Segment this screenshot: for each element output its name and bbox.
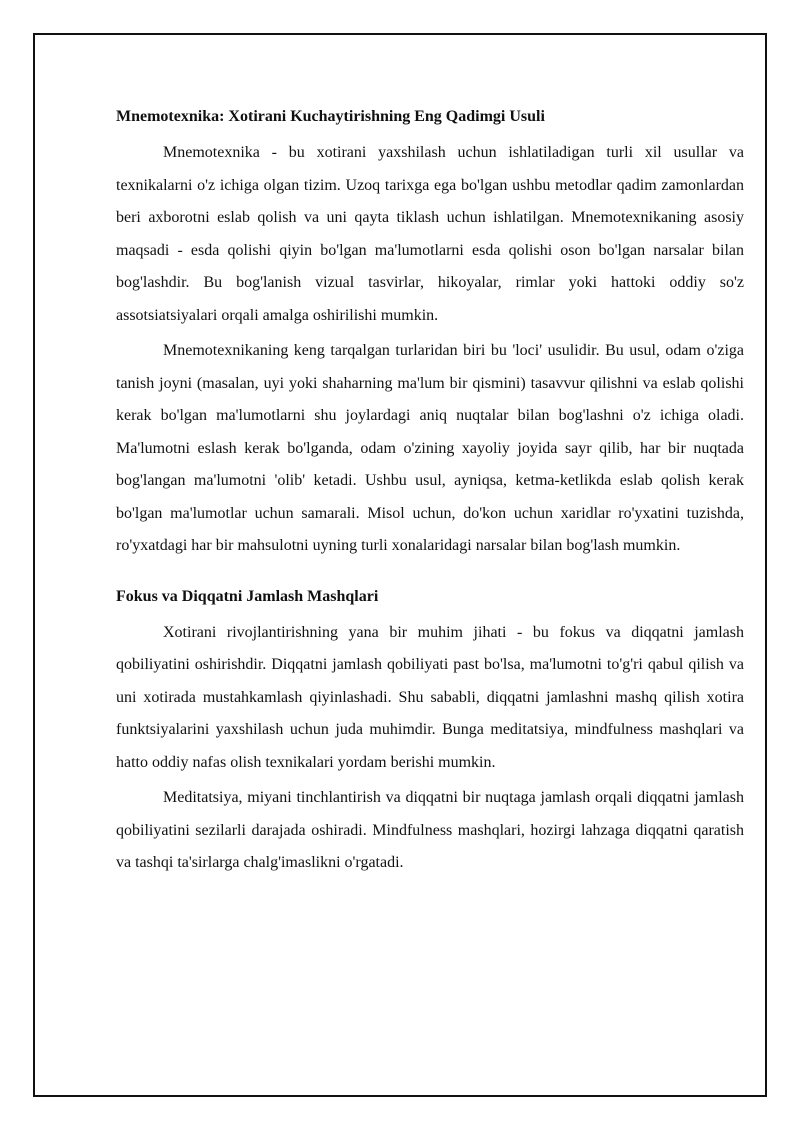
- page-frame: [33, 33, 767, 1097]
- section-heading-fokus: Fokus va Diqqatni Jamlash Mashqlari: [116, 587, 379, 605]
- document-body: [116, 101, 744, 883]
- paragraph: Mnemotexnikaning keng tarqalgan turlaridan biri bu 'loci' usulidir. Bu usul, odam o'ziga tanish joyni (masalan, uyi yoki shaharning ma'lum bir qismini) tasavvur qilishni va eslab qolishi kerak bo'lgan ma'lumotlarni shu joylardagi aniq nuqtalar bilan bog'lashni o'z ichiga oladi. Ma'lumotni eslash kerak bo'lganda, odam o'zining xayoliy joyida sayr qilib, har bir nuqtada bog'langan ma'lumotni 'olib' ketadi. Ushbu usul, ayniqsa, ketma-ketlikda eslab qolish kerak bo'lgan ma'lumotlar uchun samarali. Misol uchun, do'kon uchun xaridlar ro'yxatini tuzishda, ro'yxatdagi har bir mahsulotni uyning turli xonalaridagi narsalar bilan bog'lash mumkin.: [116, 342, 744, 554]
- paragraph: Mnemotexnika - bu xotirani yaxshilash uchun ishlatiladigan turli xil usullar va texnikalarni o'z ichiga olgan tizim. Uzoq tarixga ega bo'lgan ushbu metodlar qadim zamonlardan beri axborotni eslab qolish va uni qayta tiklash uchun ishlatilgan. Mnemotexnikaning asosiy maqsadi - esda qolishi qiyin bo'lgan ma'lumotlarni esda qolishi oson bo'lgan narsalar bilan bog'lashdir. Bu bog'lanish vizual tasvirlar, hikoyalar, rimlar yoki hattoki oddiy so'z assotsiatsiyalari orqali amalga oshirilishi mumkin.: [116, 144, 744, 324]
- paragraph: Meditatsiya, miyani tinchlantirish va diqqatni bir nuqtaga jamlash orqali diqqatni jamlash qobiliyatini sezilarli darajada oshiradi. Mindfulness mashqlari, hozirgi lahzaga diqqatni qaratish va tashqi ta'sirlarga chalg'imaslikni o'rgatadi.: [116, 789, 744, 871]
- section-heading-mnemotexnika: Mnemotexnika: Xotirani Kuchaytirishning Eng Qadimgi Usuli: [116, 108, 545, 125]
- paragraph: Xotirani rivojlantirishning yana bir muhim jihati - bu fokus va diqqatni jamlash qobiliyatini oshirishdir. Diqqatni jamlash qobiliyati past bo'lsa, ma'lumotni to'g'ri qabul qilish va uni xotirada mustahkamlash qiyinlashadi. Shu sababli, diqqatni jamlashni mashq qilish xotira funktsiyalarini yaxshilash uchun juda muhimdir. Bunga meditatsiya, mindfulness mashqlari va hatto oddiy nafas olish texnikalari yordam berishi mumkin.: [116, 623, 744, 771]
